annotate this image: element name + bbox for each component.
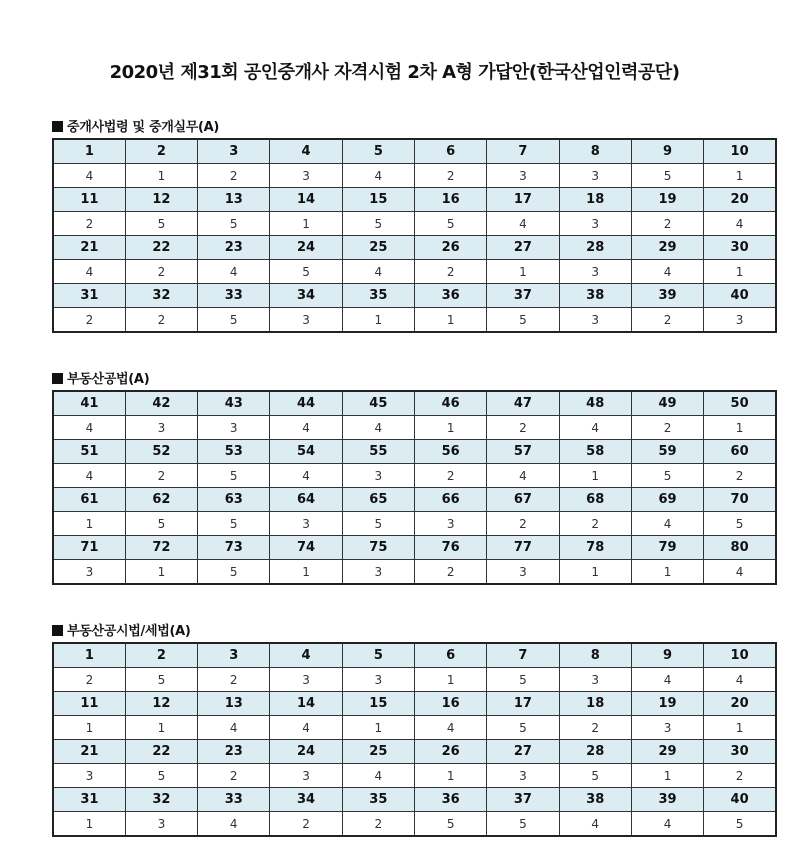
section-heading <box>52 622 779 642</box>
question-number-cell: 58 <box>559 440 631 464</box>
answer-table <box>52 138 777 333</box>
answer-cell: 2 <box>414 164 486 188</box>
answer-row <box>53 560 776 585</box>
answer-cell: 4 <box>704 560 776 585</box>
section-registration-tax-law <box>52 622 779 837</box>
question-number-cell: 41 <box>53 391 125 416</box>
answer-table <box>52 642 777 837</box>
question-number-cell: 11 <box>53 692 125 716</box>
question-number-row <box>53 643 776 668</box>
question-number-cell: 38 <box>559 284 631 308</box>
page-title: 2020년 제31회 공인중개사 자격시험 2차 A형 가답안(한국산업인력공단) <box>109 62 680 83</box>
answer-cell: 1 <box>414 764 486 788</box>
question-number-cell: 13 <box>198 188 270 212</box>
question-number-cell: 10 <box>704 139 776 164</box>
answer-cell: 3 <box>559 260 631 284</box>
answer-cell: 5 <box>487 668 559 692</box>
answer-cell: 1 <box>53 716 125 740</box>
question-number-cell: 74 <box>270 536 342 560</box>
question-number-cell: 64 <box>270 488 342 512</box>
question-number-cell: 18 <box>559 692 631 716</box>
answer-cell: 2 <box>53 212 125 236</box>
answer-cell: 3 <box>342 560 414 585</box>
answer-cell: 2 <box>125 260 197 284</box>
answer-cell: 4 <box>270 416 342 440</box>
answer-cell: 5 <box>125 512 197 536</box>
answer-cell: 2 <box>631 212 703 236</box>
answer-cell: 3 <box>342 668 414 692</box>
question-number-cell: 73 <box>198 536 270 560</box>
square-bullet-icon <box>52 625 63 636</box>
answer-cell: 2 <box>198 164 270 188</box>
question-number-cell: 51 <box>53 440 125 464</box>
question-number-cell: 79 <box>631 536 703 560</box>
question-number-cell: 7 <box>487 139 559 164</box>
answer-cell: 5 <box>631 164 703 188</box>
question-number-cell: 40 <box>704 788 776 812</box>
answer-row <box>53 716 776 740</box>
answer-cell: 5 <box>487 308 559 333</box>
answer-cell: 1 <box>704 416 776 440</box>
question-number-cell: 71 <box>53 536 125 560</box>
question-number-cell: 33 <box>198 284 270 308</box>
question-number-cell: 55 <box>342 440 414 464</box>
question-number-cell: 20 <box>704 188 776 212</box>
answer-cell: 5 <box>198 308 270 333</box>
answer-cell: 4 <box>270 464 342 488</box>
question-number-cell: 31 <box>53 788 125 812</box>
question-number-cell: 42 <box>125 391 197 416</box>
answer-cell: 1 <box>487 260 559 284</box>
question-number-cell: 30 <box>704 236 776 260</box>
answer-row <box>53 464 776 488</box>
answer-cell: 4 <box>53 260 125 284</box>
answer-cell: 3 <box>270 512 342 536</box>
question-number-cell: 2 <box>125 139 197 164</box>
answer-cell: 4 <box>342 764 414 788</box>
question-number-cell: 3 <box>198 139 270 164</box>
question-number-row <box>53 692 776 716</box>
answer-cell: 3 <box>559 308 631 333</box>
answer-cell: 2 <box>559 716 631 740</box>
answer-cell: 2 <box>53 668 125 692</box>
question-number-cell: 8 <box>559 139 631 164</box>
answer-cell: 3 <box>414 512 486 536</box>
answer-cell: 2 <box>198 668 270 692</box>
answer-cell: 3 <box>559 212 631 236</box>
question-number-cell: 31 <box>53 284 125 308</box>
answer-cell: 2 <box>487 512 559 536</box>
question-number-cell: 32 <box>125 284 197 308</box>
question-number-cell: 3 <box>198 643 270 668</box>
question-number-cell: 5 <box>342 139 414 164</box>
answer-cell: 3 <box>270 668 342 692</box>
answer-cell: 3 <box>270 764 342 788</box>
answer-cell: 1 <box>704 260 776 284</box>
answer-cell: 4 <box>631 512 703 536</box>
question-number-cell: 24 <box>270 740 342 764</box>
answer-cell: 1 <box>53 512 125 536</box>
answer-cell: 2 <box>414 260 486 284</box>
answer-cell: 3 <box>704 308 776 333</box>
question-number-cell: 8 <box>559 643 631 668</box>
answer-cell: 4 <box>704 668 776 692</box>
question-number-cell: 6 <box>414 643 486 668</box>
answer-row <box>53 764 776 788</box>
answer-cell: 5 <box>270 260 342 284</box>
answer-cell: 5 <box>704 512 776 536</box>
question-number-cell: 30 <box>704 740 776 764</box>
question-number-cell: 29 <box>631 740 703 764</box>
question-number-cell: 36 <box>414 788 486 812</box>
square-bullet-icon <box>52 121 63 132</box>
question-number-cell: 9 <box>631 139 703 164</box>
answer-row <box>53 812 776 837</box>
question-number-cell: 32 <box>125 788 197 812</box>
question-number-row <box>53 740 776 764</box>
answer-row <box>53 212 776 236</box>
question-number-cell: 5 <box>342 643 414 668</box>
answer-cell: 5 <box>414 812 486 837</box>
answer-cell: 1 <box>270 212 342 236</box>
answer-cell: 5 <box>487 812 559 837</box>
question-number-cell: 57 <box>487 440 559 464</box>
section-heading <box>52 370 779 390</box>
question-number-cell: 14 <box>270 692 342 716</box>
answer-cell: 1 <box>631 764 703 788</box>
answer-cell: 5 <box>414 212 486 236</box>
section-brokerage-law <box>52 118 779 333</box>
question-number-cell: 12 <box>125 188 197 212</box>
question-number-cell: 65 <box>342 488 414 512</box>
question-number-cell: 67 <box>487 488 559 512</box>
answer-cell: 1 <box>559 464 631 488</box>
question-number-cell: 46 <box>414 391 486 416</box>
answer-cell: 2 <box>198 764 270 788</box>
answer-row <box>53 668 776 692</box>
question-number-cell: 26 <box>414 236 486 260</box>
question-number-cell: 68 <box>559 488 631 512</box>
answer-cell: 3 <box>270 308 342 333</box>
answer-cell: 1 <box>342 308 414 333</box>
question-number-cell: 18 <box>559 188 631 212</box>
question-number-cell: 70 <box>704 488 776 512</box>
question-number-cell: 7 <box>487 643 559 668</box>
answer-cell: 4 <box>631 812 703 837</box>
question-number-cell: 36 <box>414 284 486 308</box>
answer-row <box>53 164 776 188</box>
answer-cell: 5 <box>631 464 703 488</box>
question-number-row <box>53 788 776 812</box>
answer-cell: 2 <box>631 416 703 440</box>
answer-row <box>53 308 776 333</box>
answer-cell: 1 <box>414 416 486 440</box>
question-number-cell: 15 <box>342 188 414 212</box>
question-number-cell: 37 <box>487 284 559 308</box>
answer-cell: 5 <box>125 668 197 692</box>
question-number-cell: 72 <box>125 536 197 560</box>
answer-cell: 3 <box>487 164 559 188</box>
answer-cell: 3 <box>487 560 559 585</box>
question-number-cell: 39 <box>631 284 703 308</box>
answer-cell: 4 <box>198 716 270 740</box>
answer-cell: 5 <box>487 716 559 740</box>
question-number-cell: 10 <box>704 643 776 668</box>
question-number-cell: 61 <box>53 488 125 512</box>
section-heading <box>52 118 779 138</box>
section-heading-text: 부동산공시법/세법(A) <box>67 624 191 639</box>
answer-cell: 4 <box>559 416 631 440</box>
question-number-row <box>53 536 776 560</box>
section-heading-text: 부동산공법(A) <box>67 372 150 387</box>
question-number-cell: 35 <box>342 788 414 812</box>
question-number-cell: 66 <box>414 488 486 512</box>
question-number-cell: 35 <box>342 284 414 308</box>
question-number-cell: 40 <box>704 284 776 308</box>
answer-cell: 3 <box>487 764 559 788</box>
question-number-cell: 1 <box>53 643 125 668</box>
answer-cell: 4 <box>342 416 414 440</box>
question-number-cell: 14 <box>270 188 342 212</box>
answer-cell: 5 <box>342 212 414 236</box>
answer-cell: 4 <box>198 812 270 837</box>
answer-row <box>53 260 776 284</box>
answer-row <box>53 416 776 440</box>
answer-cell: 5 <box>125 212 197 236</box>
answer-cell: 1 <box>125 560 197 585</box>
answer-cell: 5 <box>198 212 270 236</box>
answer-cell: 4 <box>631 668 703 692</box>
question-number-cell: 16 <box>414 188 486 212</box>
answer-cell: 2 <box>53 308 125 333</box>
answer-cell: 2 <box>631 308 703 333</box>
question-number-cell: 54 <box>270 440 342 464</box>
answer-cell: 1 <box>704 164 776 188</box>
answer-cell: 2 <box>487 416 559 440</box>
question-number-row <box>53 488 776 512</box>
answer-cell: 2 <box>704 464 776 488</box>
answer-cell: 5 <box>198 560 270 585</box>
answer-cell: 2 <box>125 308 197 333</box>
question-number-cell: 47 <box>487 391 559 416</box>
question-number-row <box>53 188 776 212</box>
question-number-cell: 12 <box>125 692 197 716</box>
answer-cell: 1 <box>270 560 342 585</box>
answer-cell: 1 <box>414 668 486 692</box>
answer-cell: 4 <box>342 164 414 188</box>
answer-cell: 2 <box>704 764 776 788</box>
answer-cell: 4 <box>342 260 414 284</box>
question-number-cell: 2 <box>125 643 197 668</box>
answer-cell: 4 <box>53 164 125 188</box>
question-number-cell: 13 <box>198 692 270 716</box>
answer-cell: 4 <box>559 812 631 837</box>
question-number-cell: 26 <box>414 740 486 764</box>
question-number-cell: 38 <box>559 788 631 812</box>
answer-cell: 4 <box>270 716 342 740</box>
answer-cell: 2 <box>414 560 486 585</box>
question-number-cell: 17 <box>487 692 559 716</box>
answer-cell: 1 <box>53 812 125 837</box>
answer-row <box>53 512 776 536</box>
answer-cell: 4 <box>704 212 776 236</box>
question-number-cell: 6 <box>414 139 486 164</box>
answer-cell: 1 <box>125 716 197 740</box>
question-number-cell: 27 <box>487 236 559 260</box>
question-number-cell: 9 <box>631 643 703 668</box>
answer-cell: 5 <box>198 512 270 536</box>
question-number-cell: 27 <box>487 740 559 764</box>
answer-cell: 2 <box>342 812 414 837</box>
question-number-cell: 4 <box>270 643 342 668</box>
answer-cell: 3 <box>198 416 270 440</box>
question-number-cell: 62 <box>125 488 197 512</box>
answer-cell: 2 <box>414 464 486 488</box>
question-number-cell: 52 <box>125 440 197 464</box>
question-number-cell: 33 <box>198 788 270 812</box>
question-number-cell: 34 <box>270 284 342 308</box>
square-bullet-icon <box>52 373 63 384</box>
question-number-cell: 11 <box>53 188 125 212</box>
question-number-cell: 4 <box>270 139 342 164</box>
question-number-cell: 37 <box>487 788 559 812</box>
answer-cell: 5 <box>559 764 631 788</box>
answer-cell: 1 <box>559 560 631 585</box>
answer-cell: 3 <box>53 764 125 788</box>
question-number-cell: 78 <box>559 536 631 560</box>
question-number-cell: 75 <box>342 536 414 560</box>
question-number-cell: 56 <box>414 440 486 464</box>
question-number-cell: 19 <box>631 692 703 716</box>
answer-cell: 1 <box>414 308 486 333</box>
answer-cell: 2 <box>559 512 631 536</box>
question-number-cell: 44 <box>270 391 342 416</box>
answer-cell: 4 <box>414 716 486 740</box>
question-number-cell: 39 <box>631 788 703 812</box>
answer-cell: 3 <box>53 560 125 585</box>
question-number-cell: 20 <box>704 692 776 716</box>
answer-cell: 5 <box>704 812 776 837</box>
question-number-cell: 28 <box>559 236 631 260</box>
answer-cell: 2 <box>270 812 342 837</box>
question-number-cell: 29 <box>631 236 703 260</box>
answer-cell: 1 <box>342 716 414 740</box>
answer-cell: 5 <box>342 512 414 536</box>
answer-cell: 3 <box>342 464 414 488</box>
answer-cell: 3 <box>559 164 631 188</box>
question-number-cell: 22 <box>125 740 197 764</box>
answer-cell: 5 <box>125 764 197 788</box>
question-number-cell: 45 <box>342 391 414 416</box>
question-number-cell: 24 <box>270 236 342 260</box>
question-number-cell: 25 <box>342 740 414 764</box>
question-number-cell: 49 <box>631 391 703 416</box>
question-number-cell: 17 <box>487 188 559 212</box>
question-number-cell: 28 <box>559 740 631 764</box>
question-number-cell: 80 <box>704 536 776 560</box>
question-number-row <box>53 284 776 308</box>
question-number-cell: 23 <box>198 236 270 260</box>
question-number-cell: 25 <box>342 236 414 260</box>
answer-cell: 4 <box>53 416 125 440</box>
answer-cell: 4 <box>487 464 559 488</box>
question-number-row <box>53 391 776 416</box>
question-number-cell: 34 <box>270 788 342 812</box>
answer-cell: 3 <box>125 416 197 440</box>
question-number-row <box>53 236 776 260</box>
question-number-cell: 43 <box>198 391 270 416</box>
answer-cell: 3 <box>125 812 197 837</box>
answer-cell: 3 <box>270 164 342 188</box>
question-number-row <box>53 139 776 164</box>
section-heading-text: 중개사법령 및 중개실무(A) <box>67 120 220 135</box>
answer-cell: 3 <box>559 668 631 692</box>
question-number-cell: 69 <box>631 488 703 512</box>
question-number-cell: 16 <box>414 692 486 716</box>
question-number-cell: 21 <box>53 740 125 764</box>
answer-table <box>52 390 777 585</box>
question-number-cell: 19 <box>631 188 703 212</box>
answer-cell: 1 <box>631 560 703 585</box>
question-number-cell: 21 <box>53 236 125 260</box>
question-number-cell: 22 <box>125 236 197 260</box>
answer-cell: 1 <box>704 716 776 740</box>
section-public-law <box>52 370 779 585</box>
question-number-cell: 60 <box>704 440 776 464</box>
answer-cell: 4 <box>631 260 703 284</box>
question-number-cell: 59 <box>631 440 703 464</box>
answer-cell: 1 <box>125 164 197 188</box>
answer-cell: 2 <box>125 464 197 488</box>
answer-cell: 3 <box>631 716 703 740</box>
question-number-cell: 50 <box>704 391 776 416</box>
answer-cell: 4 <box>53 464 125 488</box>
question-number-cell: 1 <box>53 139 125 164</box>
question-number-cell: 77 <box>487 536 559 560</box>
question-number-row <box>53 440 776 464</box>
question-number-cell: 63 <box>198 488 270 512</box>
question-number-cell: 48 <box>559 391 631 416</box>
question-number-cell: 15 <box>342 692 414 716</box>
answer-cell: 4 <box>198 260 270 284</box>
question-number-cell: 76 <box>414 536 486 560</box>
question-number-cell: 53 <box>198 440 270 464</box>
question-number-cell: 23 <box>198 740 270 764</box>
answer-cell: 5 <box>198 464 270 488</box>
answer-cell: 4 <box>487 212 559 236</box>
